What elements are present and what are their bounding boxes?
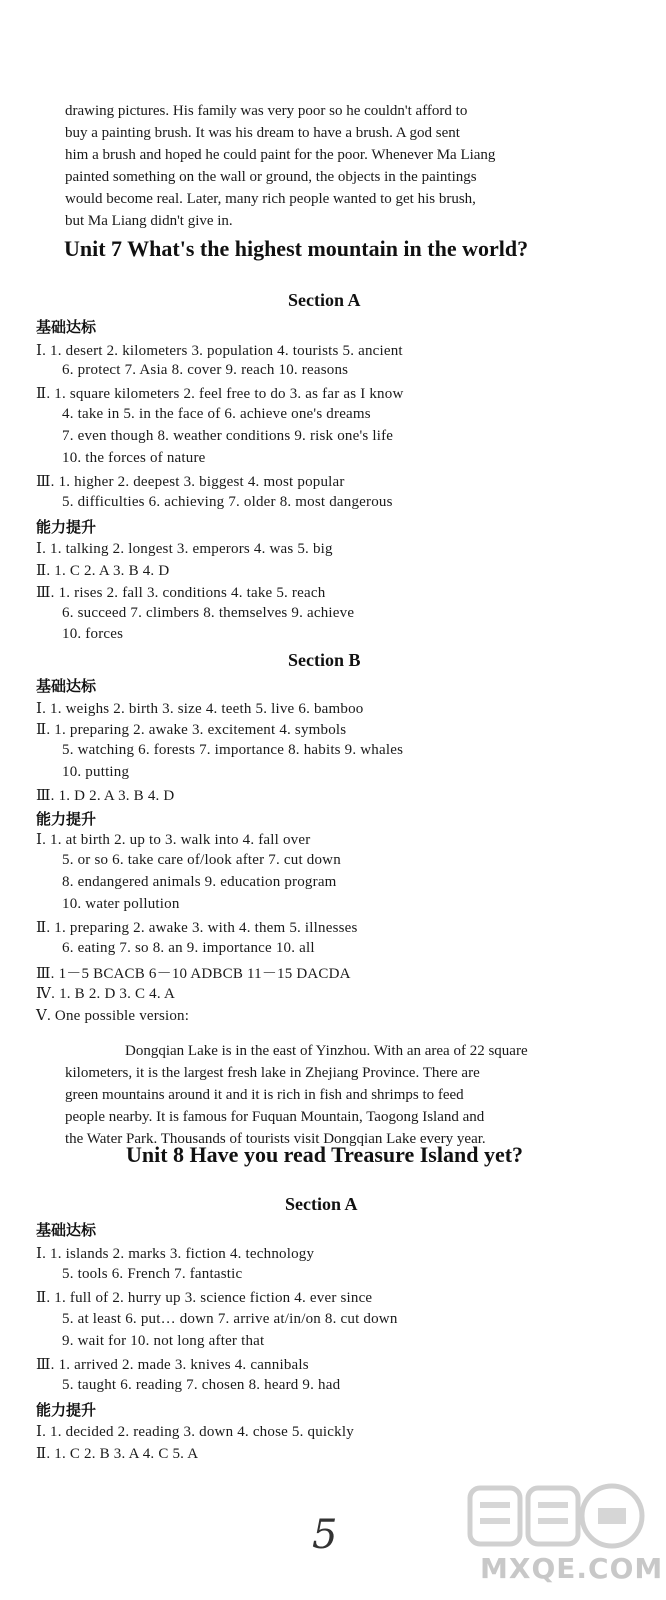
unit7-a-ability-label: 能力提升 (36, 518, 97, 536)
essay-line: Dongqian Lake is in the east of Yinzhou. With an area of 22 square (125, 1043, 528, 1059)
answer-line: 9. wait for 10. not long after that (62, 1333, 265, 1349)
answer-line: Ⅱ. 1. C 2. A 3. B 4. D (36, 563, 170, 579)
answer-line: Ⅰ. 1. decided 2. reading 3. down 4. chose 5. quickly (36, 1424, 354, 1440)
unit-8-title: Unit 8 Have you read Treasure Island yet? (126, 1142, 524, 1167)
answer-line: 6. succeed 7. climbers 8. themselves 9. achieve (62, 605, 355, 621)
essay-line: green mountains around it and it is rich in fish and shrimps to feed (65, 1087, 464, 1103)
answer-line: 10. water pollution (62, 896, 180, 912)
intro-line: but Ma Liang didn't give in. (65, 213, 233, 229)
answer-line: Ⅲ. 1. D 2. A 3. B 4. D (36, 788, 175, 804)
answer-line: 5. difficulties 6. achieving 7. older 8. most dangerous (62, 494, 393, 510)
essay-line: the Water Park. Thousands of tourists visit Dongqian Lake every year. (65, 1131, 486, 1147)
intro-line: drawing pictures. His family was very poor so he couldn't afford to (65, 103, 468, 119)
answer-line: Ⅱ. 1. full of 2. hurry up 3. science fiction 4. ever since (36, 1290, 373, 1306)
answer-line: 6. eating 7. so 8. an 9. importance 10. all (62, 940, 315, 956)
watermark-logo (440, 1480, 664, 1595)
intro-line: painted something on the wall or ground, the objects in the paintings (65, 169, 477, 185)
unit7-b-ability-label: 能力提升 (36, 810, 97, 828)
answer-line: 10. the forces of nature (62, 450, 206, 466)
answer-line: 5. or so 6. take care of/look after 7. cut down (62, 852, 341, 868)
answer-line: Ⅲ. 1－5 BCACB 6－10 ADBCB 11－15 DACDA (36, 966, 351, 982)
essay-line: people nearby. It is famous for Fuquan Mountain, Taogong Island and (65, 1109, 485, 1125)
answer-line: Ⅱ. 1. preparing 2. awake 3. excitement 4. symbols (36, 722, 347, 738)
unit7-section-b-title: Section B (288, 650, 361, 670)
answer-line: 4. take in 5. in the face of 6. achieve one's dreams (62, 406, 371, 422)
intro-paragraph (65, 100, 640, 232)
answer-line: Ⅰ. 1. weighs 2. birth 3. size 4. teeth 5. live 6. bamboo (36, 701, 364, 717)
intro-line: buy a painting brush. It was his dream to have a brush. A god sent (65, 125, 460, 141)
unit7-section-a-title: Section A (288, 290, 361, 310)
answer-line: Ⅰ. 1. islands 2. marks 3. fiction 4. technology (36, 1246, 315, 1262)
answer-line: 5. taught 6. reading 7. chosen 8. heard 9. had (62, 1377, 341, 1393)
unit7-a-basic-label: 基础达标 (36, 318, 97, 336)
answer-line: Ⅱ. 1. preparing 2. awake 3. with 4. them 5. illnesses (36, 920, 358, 936)
answer-line: 5. watching 6. forests 7. importance 8. habits 9. whales (62, 742, 404, 758)
intro-line: would become real. Later, many rich people wanted to get his brush, (65, 191, 476, 207)
answer-line: Ⅴ. One possible version: (36, 1008, 190, 1024)
answer-line: 10. putting (62, 764, 130, 780)
answer-line: 6. protect 7. Asia 8. cover 9. reach 10. reasons (62, 362, 349, 378)
answer-line: 8. endangered animals 9. education program (62, 874, 337, 890)
unit8-a-ability-label: 能力提升 (36, 1401, 97, 1419)
page-number: 5 (312, 1512, 338, 1558)
unit8-section-a-title: Section A (285, 1194, 358, 1214)
answer-line: Ⅰ. 1. desert 2. kilometers 3. population 4. tourists 5. ancient (36, 343, 403, 359)
unit7-b-basic-label: 基础达标 (36, 677, 97, 695)
unit8-a-basic-label: 基础达标 (36, 1221, 97, 1239)
answer-line: Ⅲ. 1. higher 2. deepest 3. biggest 4. most popular (36, 474, 345, 490)
answer-line: Ⅰ. 1. at birth 2. up to 3. walk into 4. fall over (36, 832, 311, 848)
intro-line: him a brush and hoped he could paint for the poor. Whenever Ma Liang (65, 147, 496, 163)
watermark-text: MXQE.COM (480, 1552, 664, 1585)
answer-line: 5. tools 6. French 7. fantastic (62, 1266, 243, 1282)
sample-essay (65, 1040, 640, 1150)
unit-7-title: Unit 7 What's the highest mountain in the world? (64, 236, 529, 261)
answer-line: Ⅰ. 1. talking 2. longest 3. emperors 4. was 5. big (36, 541, 333, 557)
answer-line: Ⅳ. 1. B 2. D 3. C 4. A (36, 986, 175, 1002)
answer-line: 7. even though 8. weather conditions 9. risk one's life (62, 428, 394, 444)
answer-line: Ⅲ. 1. arrived 2. made 3. knives 4. cannibals (36, 1357, 309, 1373)
answer-line: Ⅱ. 1. square kilometers 2. feel free to do 3. as far as I know (36, 386, 404, 402)
essay-line: kilometers, it is the largest fresh lake in Zhejiang Province. There are (65, 1065, 480, 1081)
answer-line: Ⅱ. 1. C 2. B 3. A 4. C 5. A (36, 1446, 199, 1462)
answer-line: Ⅲ. 1. rises 2. fall 3. conditions 4. take 5. reach (36, 585, 326, 601)
answer-line: 5. at least 6. put… down 7. arrive at/in/on 8. cut down (62, 1311, 398, 1327)
answer-line: 10. forces (62, 626, 124, 642)
